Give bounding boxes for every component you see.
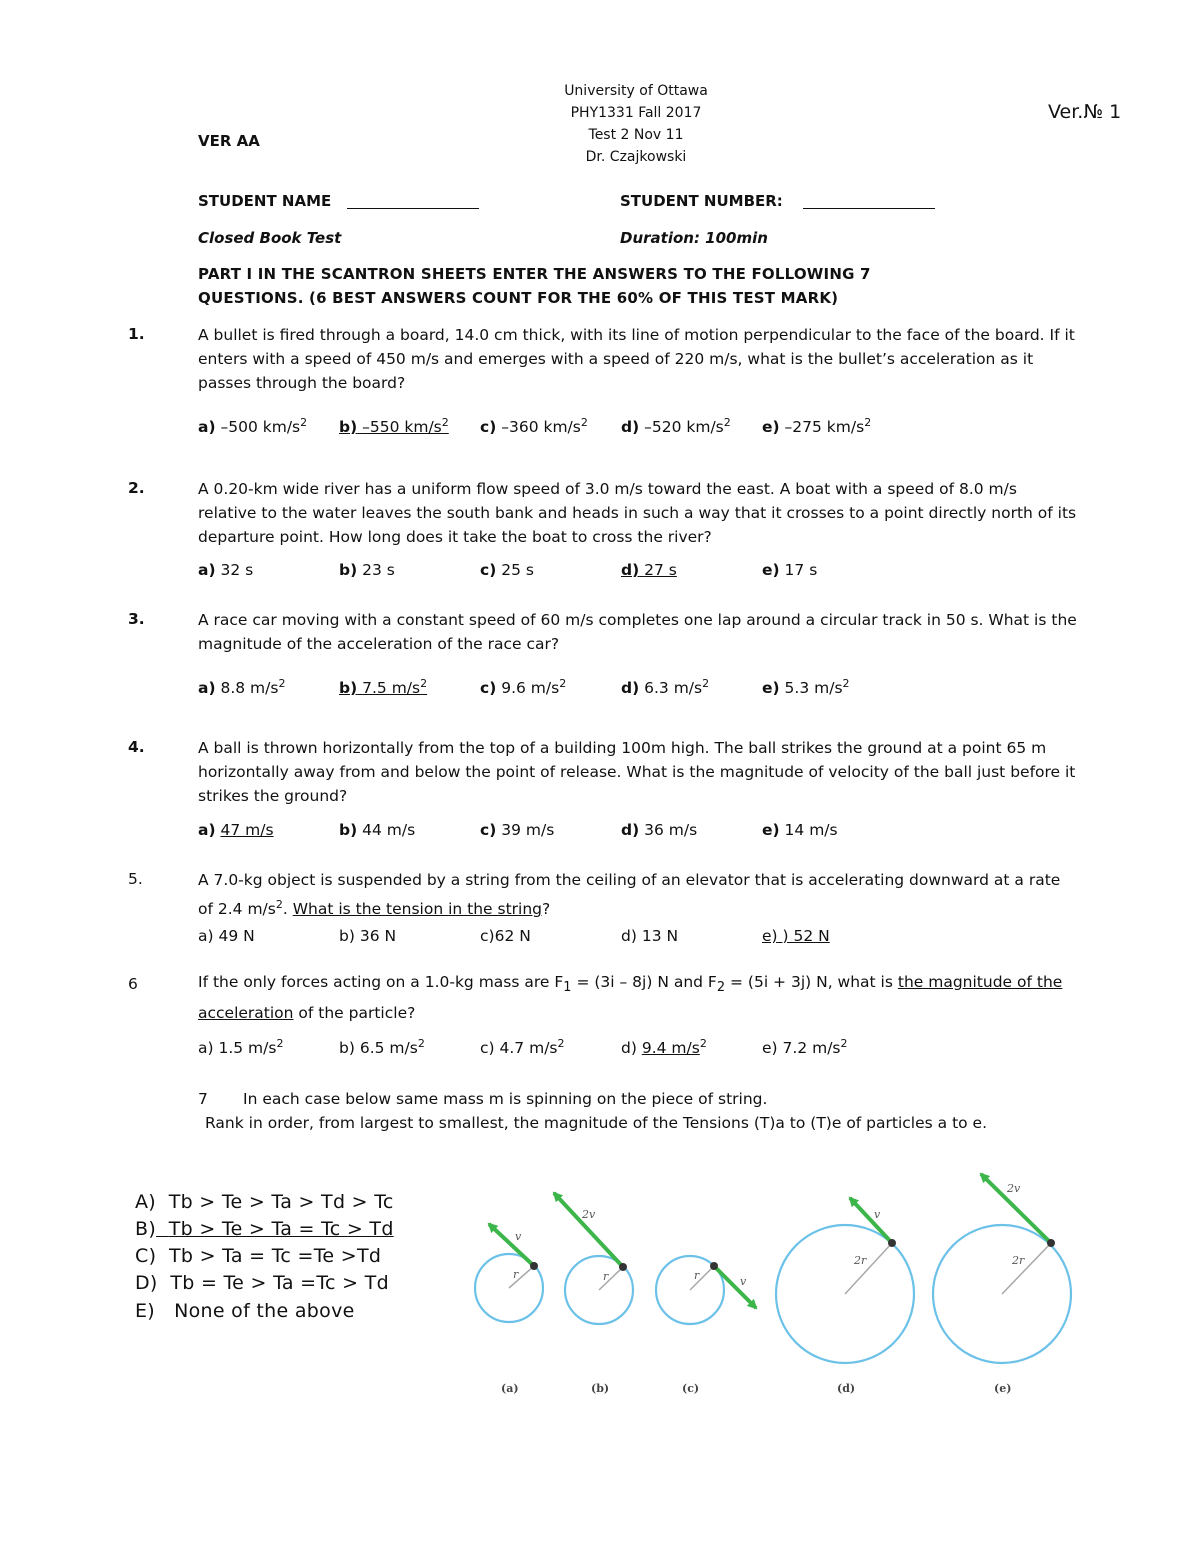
- mass-dot: [888, 1239, 896, 1247]
- question-number: 5.: [128, 870, 143, 888]
- mass-dot: [530, 1262, 538, 1270]
- option-d[interactable]: d) –520 $km/s^2$: [621, 416, 731, 437]
- velocity-arrow: [554, 1193, 623, 1267]
- duration-label: Duration: 100min: [620, 229, 768, 247]
- mass-dot: [619, 1263, 627, 1271]
- option-e[interactable]: e) –275 $km/s^2$: [762, 416, 872, 437]
- option-d[interactable]: d) 36 m/s: [621, 821, 698, 839]
- ranking-option-b[interactable]: B) Tb > Te > Ta = Tc > Td: [135, 1218, 394, 1240]
- question-text-continued: acceleration of the particle?: [198, 1004, 416, 1022]
- option-c[interactable]: c) –360 $km/s^2$: [480, 416, 588, 437]
- header-course: PHY1331 Fall 2017: [570, 105, 702, 121]
- option-c[interactable]: c) 39 m/s: [480, 821, 555, 839]
- question-text-continued: of 2.4 $m/s^2$. What is the tension in the string?: [198, 898, 551, 919]
- part1-heading-line2: QUESTIONS. (6 BEST ANSWERS COUNT FOR THE 60% OF THIS TEST MARK): [198, 289, 839, 307]
- header-instructor: Dr. Czajkowski: [585, 149, 687, 165]
- question-number: 7: [198, 1090, 208, 1108]
- student-name-blank[interactable]: [347, 208, 479, 209]
- header-university: University of Ottawa: [564, 83, 708, 99]
- question-number: 1.: [128, 325, 145, 343]
- radius-label: 2r: [854, 1254, 867, 1267]
- question-text: A race car moving with a constant speed of 60 m/s completes one lap around a circular track in 50 s. What is the magnitude of the acceleration of the race car?: [198, 611, 1077, 653]
- option-c[interactable]: c)62 N: [480, 927, 531, 945]
- part1-heading-line1: PART I IN THE SCANTRON SHEETS ENTER THE ANSWERS TO THE FOLLOWING 7: [198, 265, 871, 283]
- option-b[interactable]: b) 23 s: [339, 561, 395, 579]
- question-text-continued: Rank in order, from largest to smallest, the magnitude of the Tensions (T)a to (T)e of particles a to e.: [205, 1114, 988, 1132]
- panel-label: (a): [501, 1382, 519, 1395]
- velocity-arrow: [714, 1266, 756, 1308]
- figure-panel-e: [933, 1174, 1071, 1395]
- radius-line: [1002, 1243, 1051, 1294]
- question-text: In each case below same mass m is spinning on the piece of string.: [243, 1090, 768, 1108]
- option-a[interactable]: a) 47 m/s: [198, 821, 274, 839]
- ranking-option-c[interactable]: C) Tb > Ta = Tc =Te >Td: [135, 1245, 382, 1267]
- question-text: A bullet is fired through a board, 14.0 cm thick, with its line of motion perpendicular to the face of the board. If it enters with a speed of 450 m/s and emerges with a speed of 220 m/s, what is the bullet’s acceleration as it passes through the board?: [198, 326, 1075, 392]
- velocity-arrow: [850, 1198, 892, 1243]
- option-a[interactable]: a) 8.8 $m/s^2$: [198, 677, 286, 698]
- option-d[interactable]: d) 6.3 $m/s^2$: [621, 677, 710, 698]
- ranking-option-d[interactable]: D) Tb = Te > Ta =Tc > Td: [135, 1272, 389, 1294]
- option-c[interactable]: c) 9.6 $m/s^2$: [480, 677, 567, 698]
- option-e[interactable]: e) 7.2 $m/s^2$: [762, 1037, 848, 1058]
- option-e[interactable]: e) 14 m/s: [762, 821, 838, 839]
- option-c[interactable]: c) 4.7 $m/s^2$: [480, 1037, 565, 1058]
- radius-label: r: [694, 1269, 700, 1282]
- question-number: 2.: [128, 479, 145, 497]
- option-c[interactable]: c) 25 s: [480, 561, 534, 579]
- panel-label: (b): [591, 1382, 610, 1395]
- mass-dot: [1047, 1239, 1055, 1247]
- option-d[interactable]: d) 27 s: [621, 561, 677, 579]
- option-a[interactable]: a) 49 N: [198, 927, 255, 945]
- speed-label: v: [515, 1230, 522, 1243]
- ranking-option-e[interactable]: E) None of the above: [135, 1300, 355, 1322]
- option-a[interactable]: a) 1.5 $m/s^2$: [198, 1037, 284, 1058]
- radius-label: r: [603, 1270, 609, 1283]
- header-test: Test 2 Nov 11: [588, 127, 684, 143]
- option-e[interactable]: e) 5.3 $m/s^2$: [762, 677, 850, 698]
- panel-label: (d): [837, 1382, 856, 1395]
- radius-line: [845, 1243, 892, 1294]
- circular-motion-figure: [460, 1160, 1100, 1410]
- mass-dot: [710, 1262, 718, 1270]
- closed-book-label: Closed Book Test: [198, 229, 342, 247]
- question-text: A 7.0-kg object is suspended by a string from the ceiling of an elevator that is accelerating downward at a rate: [198, 871, 1061, 889]
- student-name-label: STUDENT NAME: [198, 192, 332, 210]
- panel-label: (c): [682, 1382, 700, 1395]
- panel-label: (e): [994, 1382, 1012, 1395]
- option-a[interactable]: a) 32 s: [198, 561, 254, 579]
- figure-panel-b: [554, 1193, 633, 1395]
- ranking-option-a[interactable]: A) Tb > Te > Ta > Td > Tc: [135, 1191, 394, 1213]
- option-e[interactable]: e) ) 52 N: [762, 927, 830, 945]
- option-b[interactable]: b) 44 m/s: [339, 821, 416, 839]
- option-b[interactable]: b) –550 $km/s^2$: [339, 416, 449, 437]
- option-b[interactable]: b) 6.5 $m/s^2$: [339, 1037, 425, 1058]
- figure-panel-c: [656, 1256, 756, 1395]
- speed-label: v: [740, 1275, 747, 1288]
- question-number: 6: [128, 975, 138, 993]
- question-text: A ball is thrown horizontally from the top of a building 100m high. The ball strikes the ground at a point 65 m horizontally away from and below the point of release. What is the magnitude of velocity of the ball just before it strikes the ground?: [198, 739, 1076, 805]
- option-e[interactable]: e) 17 s: [762, 561, 818, 579]
- question-number: 3.: [128, 610, 145, 628]
- option-a[interactable]: a) –500 $km/s^2$: [198, 416, 308, 437]
- option-b[interactable]: b) 7.5 $m/s^2$: [339, 677, 428, 698]
- version-right: Ver.№ 1: [1048, 101, 1122, 123]
- figure-panel-d: [776, 1198, 914, 1395]
- velocity-arrow: [489, 1224, 534, 1266]
- option-b[interactable]: b) 36 N: [339, 927, 397, 945]
- question-number: 4.: [128, 738, 145, 756]
- question-text: If the only forces acting on a 1.0-kg mass are $F_1 = (3i - 8j)$ N and $F_2 = (5i + 3j)$ N, what is the magnitude of the: [198, 973, 1063, 996]
- student-number-blank[interactable]: [803, 208, 935, 209]
- speed-label: 2v: [1007, 1182, 1021, 1195]
- speed-label: v: [874, 1208, 881, 1221]
- student-number-label: STUDENT NUMBER:: [620, 192, 783, 210]
- figure-panel-a: [475, 1224, 543, 1395]
- version-left: VER AA: [198, 132, 260, 150]
- option-d[interactable]: d) 9.4 $m/s^2$: [621, 1037, 707, 1058]
- radius-label: r: [513, 1268, 519, 1281]
- radius-label: 2r: [1012, 1254, 1025, 1267]
- question-text: A 0.20-km wide river has a uniform flow speed of 3.0 m/s toward the east. A boat with a speed of 8.0 m/s relative to the water leaves the south bank and heads in such a way that it crosses to a point directly north of its departure point. How long does it take the boat to cross the river?: [198, 480, 1077, 546]
- speed-label: 2v: [582, 1208, 596, 1221]
- option-d[interactable]: d) 13 N: [621, 927, 679, 945]
